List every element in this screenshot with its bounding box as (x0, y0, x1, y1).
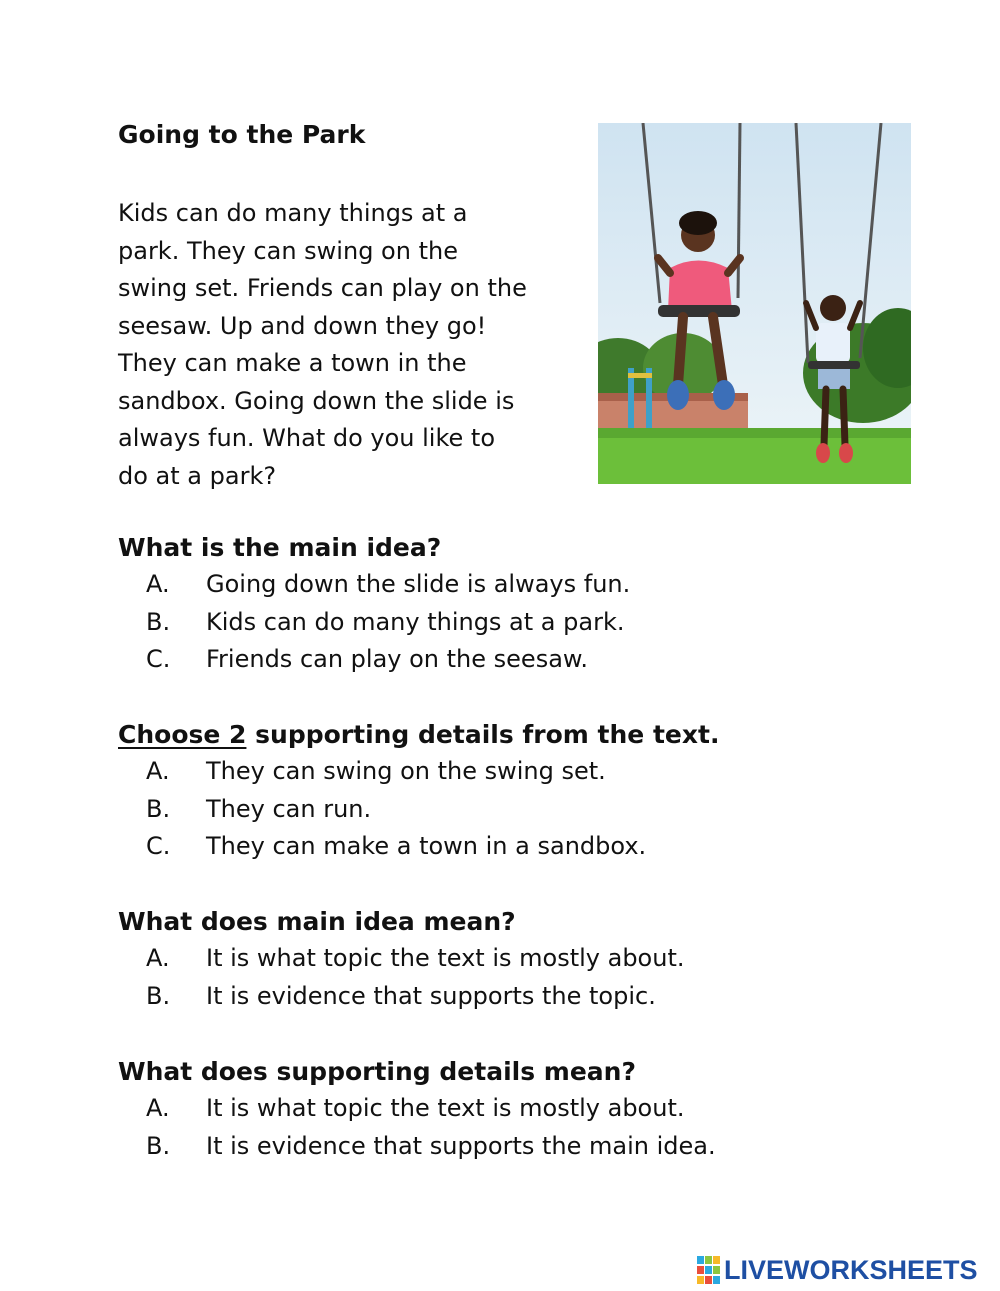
option-text: They can make a town in a sandbox. (206, 832, 647, 860)
question-3-option-b[interactable] (146, 982, 656, 1010)
question-2-option-a[interactable] (146, 757, 606, 785)
option-text: It is evidence that supports the main idea. (206, 1132, 716, 1160)
option-letter: B. (146, 795, 171, 823)
question-2-option-c[interactable] (146, 832, 646, 860)
passage-line: swing set. Friends can play on the (118, 274, 527, 302)
option-letter: A. (146, 944, 170, 972)
passage-line: do at a park? (118, 461, 277, 490)
question-1-option-b[interactable] (146, 608, 624, 636)
option-text: Going down the slide is always fun. (206, 570, 631, 598)
question-1-title: What is the main idea? (118, 533, 442, 562)
question-4-option-b[interactable] (146, 1132, 716, 1160)
question-1-option-c[interactable] (146, 645, 588, 673)
passage-line: sandbox. Going down the slide is (118, 386, 515, 415)
question-3-option-a[interactable] (146, 944, 685, 972)
option-text: It is what topic the text is mostly about. (206, 944, 685, 972)
question-1-option-a[interactable] (146, 570, 630, 598)
option-text: They can run. (206, 795, 372, 823)
question-2-title-underlined: Choose 2 (118, 720, 247, 749)
option-letter: A. (146, 570, 170, 598)
passage-line: park. They can swing on the (118, 236, 458, 265)
option-text: It is what topic the text is mostly about. (206, 1094, 685, 1122)
liveworksheets-logo-text: LIVEWORKSHEETS (724, 1254, 978, 1285)
option-letter: B. (146, 1132, 171, 1160)
question-2-title-rest: supporting details from the text. (246, 720, 720, 749)
option-letter: A. (146, 757, 170, 785)
passage-line: always fun. What do you like to (118, 424, 496, 452)
option-text: Friends can play on the seesaw. (206, 645, 588, 673)
question-4-title: What does supporting details mean? (118, 1057, 636, 1086)
option-letter: C. (146, 832, 171, 860)
passage-line: seesaw. Up and down they go! (118, 311, 487, 340)
question-2-title (118, 720, 719, 749)
liveworksheets-logo-icon (697, 1256, 721, 1284)
passage-line: They can make a town in the (118, 349, 467, 377)
kids-swinging-photo (598, 123, 911, 484)
option-letter: C. (146, 645, 171, 673)
option-letter: A. (146, 1094, 170, 1122)
passage-text (118, 195, 527, 495)
question-2-option-b[interactable] (146, 795, 371, 823)
option-text: They can swing on the swing set. (206, 757, 606, 785)
passage-line: Kids can do many things at a (118, 199, 468, 227)
option-letter: B. (146, 982, 171, 1010)
question-4-option-a[interactable] (146, 1094, 685, 1122)
option-text: It is evidence that supports the topic. (206, 982, 656, 1010)
passage-title: Going to the Park (118, 120, 366, 149)
option-text: Kids can do many things at a park. (206, 608, 625, 636)
question-3-title: What does main idea mean? (118, 907, 516, 936)
option-letter: B. (146, 608, 171, 636)
liveworksheets-logo (697, 1252, 978, 1288)
